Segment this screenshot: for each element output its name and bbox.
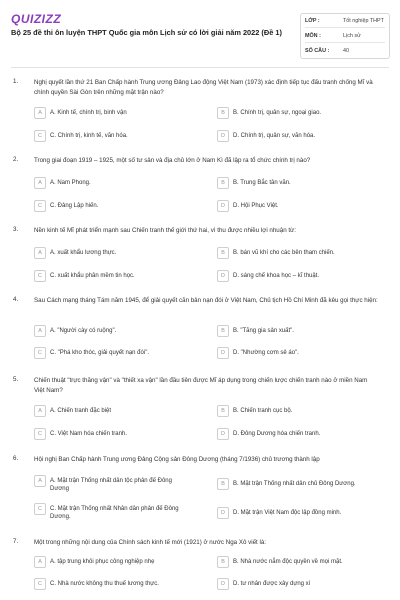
question-number: 4. (13, 296, 19, 303)
option-text: A. "Người cày có ruộng". (50, 328, 117, 334)
question-number: 5. (13, 376, 19, 383)
option-text: B. "Tăng gia sản xuất". (233, 328, 294, 334)
question-number: 1. (13, 78, 19, 85)
option-text: B. Chính trị, quân sự, ngoại giao. (233, 110, 322, 116)
meta-value: Tốt nghiệp THPT (343, 18, 384, 24)
option-text: D. Chính trị, quân sự, văn hóa. (233, 133, 316, 139)
option-text: B. Mặt trận Thống nhất dân chủ Đông Dương. (233, 481, 356, 487)
option-letter-box: A (34, 325, 46, 337)
option-letter-box: A (34, 556, 46, 568)
option-letter-box: C (34, 347, 46, 359)
option-text: A. Mặt trận Thống nhất dân tộc phản đế Đông Dương (50, 478, 172, 492)
question-number: 2. (13, 156, 19, 163)
option-letter-box: D (217, 428, 229, 440)
option-letter-box: D (217, 347, 229, 359)
quizizz-logo: QUIZIZZ (11, 12, 62, 26)
option-text: C. Nhà nước không thu thuế lương thực. (50, 581, 159, 587)
option-text: C. Chính trị, kinh tế, văn hóa. (50, 133, 128, 139)
option-text: C. Đảng Lập hiến. (50, 203, 99, 209)
meta-label: MÔN : (305, 33, 321, 39)
header-divider (11, 67, 389, 68)
option-letter-box: D (217, 270, 229, 282)
question-text: Một trong những nội dung của Chính sách kinh tế mới (1921) ở nước Nga Xô viết là: (34, 539, 266, 546)
option-letter-box: D (217, 507, 229, 519)
option-text: C. Việt Nam hóa chiến tranh. (50, 431, 127, 437)
option-text: D. Đông Dương hóa chiến tranh. (233, 431, 321, 437)
option-text: D. sáng chế khoa học – kĩ thuật. (233, 273, 320, 279)
question-text: Chiến thuật "trực thăng vận" và "thiết xa vận" lần đầu tiên được Mĩ áp dụng trong chiến lược chiến tranh nào ở miền Nam Việt Nam? (34, 377, 368, 394)
option-letter-box: B (217, 107, 229, 119)
option-letter-box: A (34, 475, 46, 487)
option-letter-box: D (217, 200, 229, 212)
option-letter-box: A (34, 177, 46, 189)
option-text: C. Mặt trận Thống nhất Nhân dân phản đế Đông Dương. (50, 506, 179, 520)
option-letter-box: C (34, 200, 46, 212)
option-letter-box: B (217, 478, 229, 490)
option-text: A. xuất khẩu lương thực. (50, 250, 117, 256)
meta-info-box (300, 13, 390, 59)
option-letter-box: A (34, 107, 46, 119)
option-letter-box: C (34, 428, 46, 440)
option-text: C. xuất khẩu phân mềm tin học. (50, 273, 135, 279)
option-text: D. "Nhường cơm sẻ áo". (233, 350, 299, 356)
option-letter-box: D (217, 578, 229, 590)
option-letter-box: A (34, 247, 46, 259)
meta-label: SỐ CÂU : (305, 48, 330, 54)
option-text: C. "Phá kho thóc, giải quyết nạn đói". (50, 350, 149, 356)
meta-value: 40 (343, 48, 349, 54)
option-letter-box: D (217, 130, 229, 142)
option-letter-box: B (217, 325, 229, 337)
option-text: D. tư nhân được xây dựng xí (233, 581, 311, 587)
option-text: B. bán vũ khí cho các bên tham chiến. (233, 250, 335, 256)
option-text: B. Nhà nước nắm độc quyền về mọi mặt. (233, 559, 343, 565)
option-letter-box: C (34, 130, 46, 142)
question-text: Sau Cách mạng tháng Tám năm 1945, để giải quyết căn bản nạn đói ở Việt Nam, Chủ tịch Hồ Chí Minh đã kêu gọi thực hiện: (34, 297, 378, 304)
question-text: Trong giai đoạn 1919 – 1925, một số tư sản và địa chủ lớn ở Nam Kì đã lập ra tổ chức chính trị nào? (34, 157, 311, 164)
option-letter-box: C (34, 578, 46, 590)
option-text: A. Chiến tranh đặc biệt (50, 408, 112, 414)
option-letter-box: A (34, 405, 46, 417)
meta-row-class (305, 14, 385, 28)
option-text: D. Mặt trận Việt Nam độc lập đồng minh. (233, 510, 342, 516)
question-number: 7. (13, 538, 19, 545)
meta-row-count (305, 44, 385, 58)
option-text: A. Nam Phong. (50, 180, 91, 186)
option-letter-box: B (217, 405, 229, 417)
question-text: Hội nghị Ban Chấp hành Trung ương Đảng Cộng sản Đông Dương (tháng 7/1936) chủ trương thành lập (34, 456, 320, 463)
question-text: Nghị quyết lần thứ 21 Ban Chấp hành Trung ương Đảng Lao động Việt Nam (1973) xác định tiếp tục đấu tranh chống Mĩ và chính quyền Sài Gòn trên những mặt trận nào? (34, 79, 373, 96)
option-text: B. Trung Bắc tân văn. (233, 180, 291, 186)
option-letter-box: B (217, 177, 229, 189)
question-text: Nền kinh tế Mĩ phát triển mạnh sau Chiến tranh thế giới thứ hai, vì thu được nhiều lợi nhuận từ: (34, 227, 296, 234)
meta-label: LỚP : (305, 18, 320, 24)
question-number: 6. (13, 455, 19, 462)
option-text: A. tập trung khôi phục công nghiệp nhẹ (50, 559, 155, 565)
meta-value: Lịch sử (343, 33, 361, 39)
worksheet-header (0, 0, 400, 70)
option-text: D. Hội Phục Việt. (233, 203, 279, 209)
meta-row-subject (305, 29, 385, 43)
option-letter-box: C (34, 270, 46, 282)
option-text: A. Kinh tế, chính trị, binh vận (50, 110, 127, 116)
option-text: B. Chiến tranh cục bộ. (233, 408, 293, 414)
option-letter-box: B (217, 247, 229, 259)
option-letter-box: C (34, 503, 46, 515)
option-letter-box: B (217, 556, 229, 568)
question-number: 3. (13, 226, 19, 233)
page-title: Bộ 25 đề thi ôn luyện THPT Quốc gia môn Lịch sử có lời giải năm 2022 (Đề 1) (11, 28, 282, 37)
